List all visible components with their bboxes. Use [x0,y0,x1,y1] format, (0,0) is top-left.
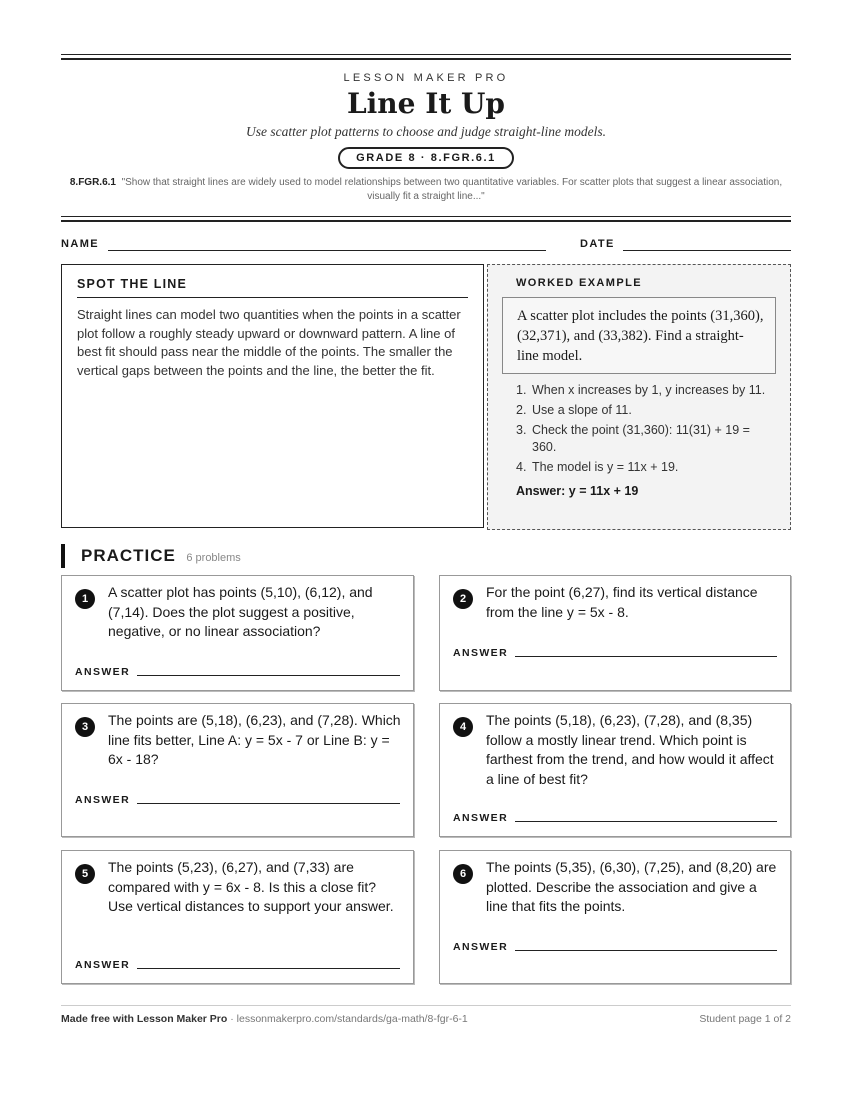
problem-prompt: The points (5,18), (6,23), (7,28), and (8,35) follow a mostly linear trend. Which point is farthest from the trend, and how would it affect a line of best fit? [486,712,774,787]
answer-field[interactable] [515,821,777,822]
worked-step-text: The model is y = 11x + 19. [532,460,679,474]
answer-label: ANSWER [75,959,131,971]
page-subtitle: Use scatter plot patterns to choose and judge straight-line models. [246,124,606,139]
footer-url[interactable]: · lessonmakerpro.com/standards/ga-math/8-fgr-6-1 [227,1013,468,1025]
worked-step-text: When x increases by 1, y increases by 11. [532,383,766,397]
standard-text: "Show that straight lines are widely used to model relationships between two quantitative variables. For scatter plots that suggest a linear association, visually fit a straight line..." [121,177,783,202]
worked-step: 1. When x increases by 1, y increases by 11. [516,383,766,397]
standard-code: 8.FGR.6.1 [69,177,116,188]
problem-prompt: The points (5,35), (6,30), (7,25), and (8,20) are plotted. Describe the association and give a line that fits the points. [486,859,777,914]
worksheet-page [61,54,791,568]
problem-number-badge: 3 [75,717,95,737]
worked-step-text: Use a slope of 11. [532,403,632,417]
footer-page-number: Student page 1 of 2 [699,1013,791,1025]
top-rule [61,54,791,60]
spot-the-line-box [61,264,484,528]
standard-description [61,176,791,204]
answer-field[interactable] [515,656,777,657]
problem-prompt: For the point (6,27), find its vertical distance from the line y = 5x - 8. [486,584,758,620]
practice-title: PRACTICE [81,546,176,565]
problem-number-badge: 2 [453,589,473,609]
practice-header [61,544,791,568]
brand-name: LESSON MAKER PRO [343,72,509,84]
worked-step: 3. Check the point (31,360): 11(31) + 19 = 360. [516,423,750,454]
problem-card-2 [439,575,791,691]
problem-number-badge: 6 [453,864,473,884]
worked-example-box [487,264,791,530]
answer-label: ANSWER [453,647,509,659]
page-footer [61,1005,791,1025]
problem-card-5 [61,850,414,984]
answer-field[interactable] [137,968,400,969]
answer-label: ANSWER [453,812,509,824]
date-label: DATE [580,238,615,250]
problem-prompt: The points (5,23), (6,27), and (7,33) are compared with y = 6x - 8. Is this a close fit? Use vertical distances to support your answer. [108,859,394,914]
header-bottom-rule [61,216,791,222]
problem-card-1 [61,575,414,691]
problem-number-badge: 5 [75,864,95,884]
problem-prompt: The points are (5,18), (6,23), and (7,28). Which line fits better, Line A: y = 5x - 7 or Line B: y = 6x - 18? [108,712,401,767]
answer-field[interactable] [137,803,400,804]
name-label: NAME [61,238,99,250]
answer-label: ANSWER [75,794,131,806]
worked-answer: Answer: y = 11x + 19 [516,484,639,498]
problem-number-badge: 1 [75,589,95,609]
worked-step: 2. Use a slope of 11. [516,403,632,417]
worked-steps [516,382,776,476]
answer-field[interactable] [515,950,777,951]
grade-pill-wrap [61,147,791,169]
practice-count: 6 problems [186,552,241,564]
problem-prompt: A scatter plot has points (5,10), (6,12), and (7,14). Does the plot suggest a positive, negative, or no linear association? [108,584,373,639]
answer-field[interactable] [137,675,400,676]
worked-step: 4. The model is y = 11x + 19. [516,460,679,474]
name-field[interactable] [108,250,546,251]
grade-badge: GRADE 8 · 8.FGR.6.1 [338,147,514,169]
problem-card-6 [439,850,791,984]
name-date-row [61,236,791,256]
problem-card-4 [439,703,791,837]
date-field[interactable] [623,250,791,251]
spot-body: Straight lines can model two quantities when the points in a scatter plot follow a roughly steady upward or downward pattern. A line of best fit should pass near the middle of the points. The smaller the vertical gaps between the points and the line, the better the fit. [77,307,461,378]
problem-card-3 [61,703,414,837]
answer-label: ANSWER [75,666,131,678]
worked-heading: WORKED EXAMPLE [516,277,642,289]
worked-step-text: Check the point (31,360): 11(31) + 19 = 360. [532,423,750,454]
footer-made-by: Made free with Lesson Maker Pro [61,1013,228,1025]
worked-problem: A scatter plot includes the points (31,360), (32,371), and (33,382). Find a straight-line model. [502,297,776,374]
problem-number-badge: 4 [453,717,473,737]
intro-section [61,264,791,530]
answer-label: ANSWER [453,941,509,953]
spot-heading: SPOT THE LINE [77,277,468,298]
page-title: Line It Up [346,87,506,120]
